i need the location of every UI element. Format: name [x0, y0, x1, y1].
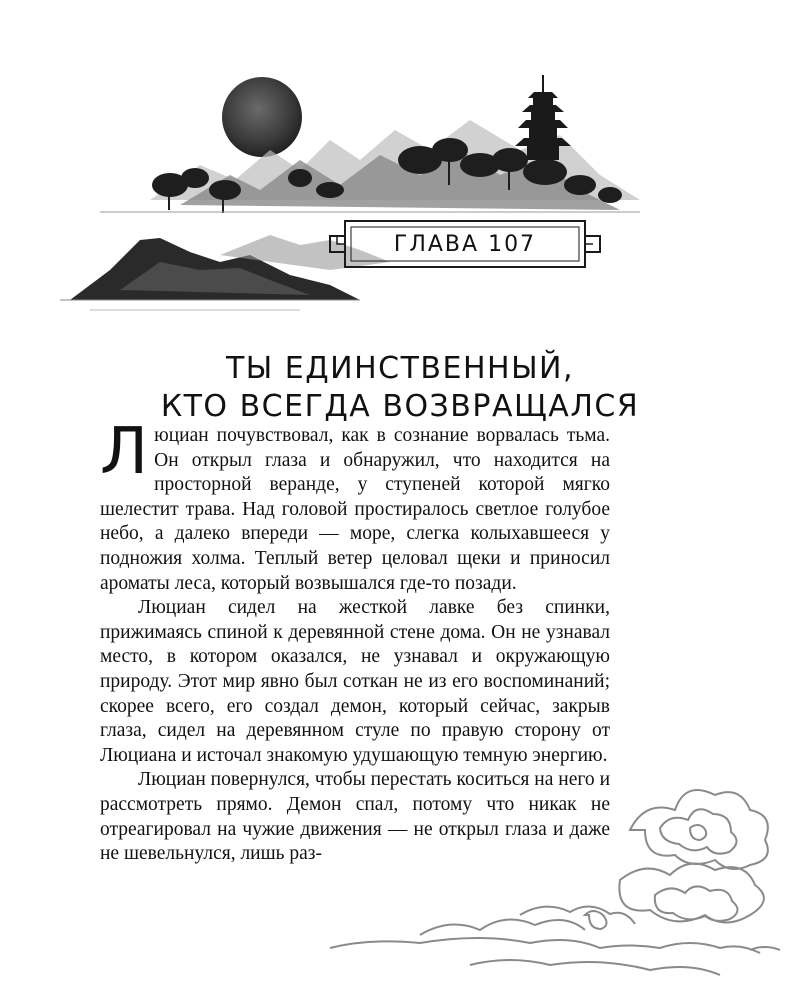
paragraph-1: [100, 415, 610, 596]
chapter-title-line-2: КТО ВСЕГДА ВОЗВРАЩАЛСЯ: [160, 389, 640, 425]
paragraph-2: Люциан сидел на жесткой лавке без спинки, прижимаясь спиной к деревянной стене дома. Он не узнавал место, в котором оказался, не узнавал и окружающую природу. Этот мир явно был соткан не из его воспоминаний; скорее всего, его создал демон, который сейчас, закрыв глаза, сидел на деревянном стуле по правую сторону от Люциана и источал знакомую удушающую темную энергию.: [100, 597, 610, 766]
chapter-heading-box: [330, 216, 600, 272]
chapter-body: [100, 415, 610, 867]
drop-cap: Л: [100, 415, 149, 489]
chapter-title: [110, 350, 690, 426]
paragraph-1-text: юциан почувствовал, как в сознание ворвалась тьма. Он открыл глаза и обнаружил, что находится на просторной веранде, у ступеней которой мягко шелестит трава. Над головой простиралось светлое голубое небо, а далеко впереди — море, слегка колыхавшееся у подножия холма. Теплый ветер целовал щеки и приносил ароматы леса, который возвышался где-то позади.: [100, 425, 610, 594]
moon-icon: [222, 77, 302, 157]
paragraph-3: Люциан повернулся, чтобы перестать коситься на него и рассмотреть прямо. Демон спал, потому что никак не отреагировал на чужие движения — не открыл глаза и даже не шевельнулся, лишь раз-: [100, 769, 610, 865]
chapter-number: ГЛАВА 107: [388, 232, 542, 257]
chapter-title-line-1: ТЫ ЕДИНСТВЕННЫЙ,: [225, 351, 575, 387]
landscape-illustration: [60, 75, 640, 310]
